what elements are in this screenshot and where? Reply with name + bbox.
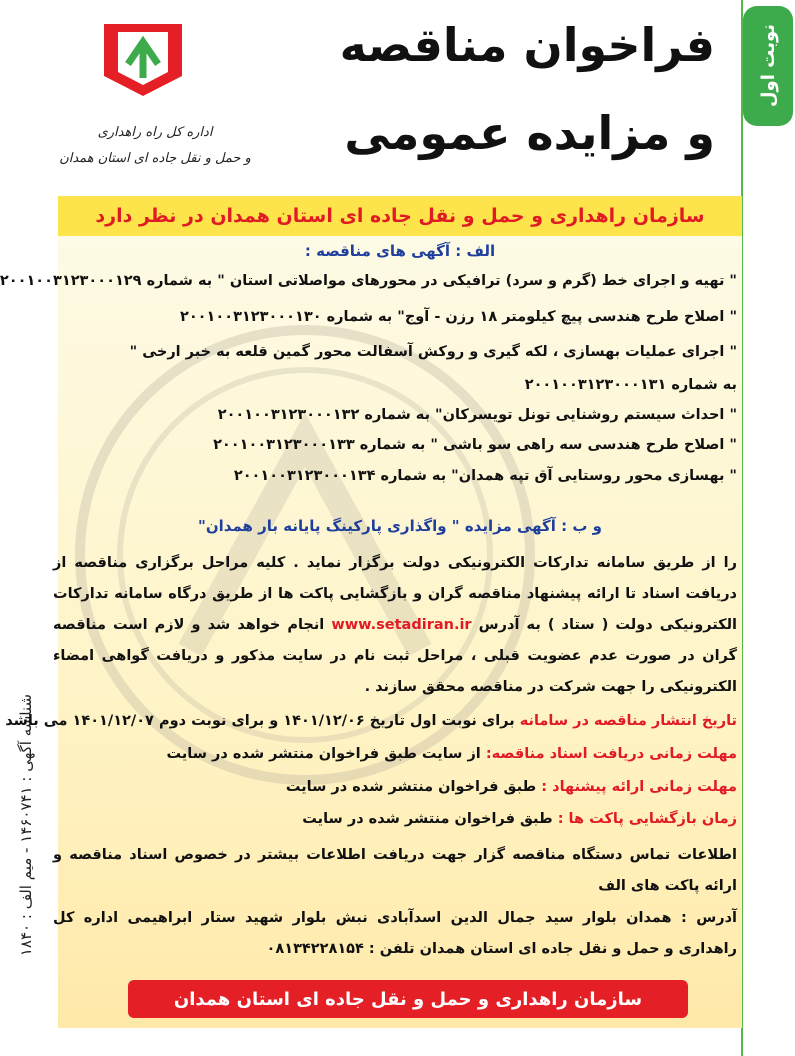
subtitle-text: سازمان راهداری و حمل و نقل جاده ای استان همدان در نظر دارد (95, 205, 705, 227)
setadiran-link[interactable]: www.setadiran.ir (331, 617, 472, 633)
opening-time-label: زمان بازگشایی پاکت ها : (557, 811, 737, 827)
section-a-title: الف : آگهی های مناقصه : (304, 242, 496, 260)
ad-identifier (2, 640, 50, 1010)
address-info: آدرس : همدان بلوار سید جمال الدین اسدآبادی نبش بلوار شهید ستار ابراهیمی اداره کل راهداری و حمل و نقل جاده ای استان همدان تلفن : ۰۸۱۳۴۲۲۸۱۵۴ (53, 910, 737, 957)
organization-line-2: و حمل و نقل جاده ای استان همدان (59, 151, 251, 166)
tender-item: " تهیه و اجرای خط (گرم و سرد) ترافیکی در محورهای مواصلاتی استان " به شماره ۲۰۰۱۰۰۳۱۲۳۰۰۰۱۲۹ (0, 273, 737, 289)
document-deadline-line (53, 746, 737, 762)
procedure-text-1: را از طریق سامانه تدارکات الکترونیکی دولت برگزار نماید . کلیه مراحل برگزاری مناقصه از دریافت اسناد تا ارائه پیشنهاد مناقصه گران و بازگشایی پاکت ها از طریق درگاه سامانه تدارکات الکترونیکی دولت ( ستاد ) به آدرس (53, 555, 737, 633)
footer-bar (128, 980, 688, 1018)
round-badge (743, 6, 793, 126)
opening-time-line (53, 811, 737, 827)
tender-item: " احداث سیستم روشنایی تونل تویسرکان" به شماره ۲۰۰۱۰۰۳۱۲۳۰۰۰۱۳۲ (217, 407, 737, 423)
opening-time-text: طبق فراخوان منتشر شده در سایت (302, 811, 553, 827)
ad-identifier-text: شناسه آگهی : ۱۴۶۰۷۴۱ - میم الف : ۱۸۴۰ (17, 693, 35, 957)
side-strip (741, 0, 795, 1056)
contact-info: اطلاعات تماس دستگاه مناقصه گزار جهت دریافت اطلاعات بیشتر در خصوص اسناد مناقصه و ارائه پاکت های الف (53, 847, 737, 894)
tender-item: " اصلاح طرح هندسی پیچ کیلومتر ۱۸ رزن - آوج" به شماره ۲۰۰۱۰۰۳۱۲۳۰۰۰۱۳۰ (179, 309, 737, 325)
procedure-text-2: انجام خواهد شد و لازم است مناقصه گران در صورت عدم عضویت قبلی ، مراحل ثبت نام در سایت مذکور و دریافت گواهی امضاء الکترونیکی را جهت شرکت در مناقصه محقق سازند . (53, 617, 737, 695)
publish-date-line (5, 713, 737, 729)
footer-text: سازمان راهداری و حمل و نقل جاده ای استان همدان (173, 988, 643, 1010)
publish-date-text: برای نوبت اول تاریخ ۱۴۰۱/۱۲/۰۶ و برای نوبت دوم ۱۴۰۱/۱۲/۰۷ می باشد (5, 713, 515, 729)
document-deadline-text: از سایت طبق فراخوان منتشر شده در سایت (166, 746, 481, 762)
page-title-line-2: و مزایده عمومی (344, 106, 715, 160)
procedure-paragraph (53, 548, 737, 703)
publish-date-label: تاریخ انتشار مناقصه در سامانه (519, 713, 737, 729)
organization-name (55, 120, 255, 172)
tender-item: " اجرای عملیات بهسازی ، لکه گیری و روکش آسفالت محور گمین قلعه به خبر ارخی " (129, 344, 737, 360)
offer-deadline-line (53, 779, 737, 795)
offer-deadline-label: مهلت زمانی ارائه پیشنهاد : (541, 779, 737, 795)
tender-item: به شماره ۲۰۰۱۰۰۳۱۲۳۰۰۰۱۳۱ (524, 377, 737, 393)
tender-item: " بهسازی محور روستایی آق تپه همدان" به شماره ۲۰۰۱۰۰۳۱۲۳۰۰۰۱۳۴ (233, 468, 737, 484)
section-b-title: و ب : آگهی مزایده " واگذاری پارکینگ پایانه بار همدان" (198, 517, 602, 535)
offer-deadline-text: طبق فراخوان منتشر شده در سایت (285, 779, 537, 795)
organization-logo-icon (100, 20, 186, 98)
document-deadline-label: مهلت زمانی دریافت اسناد مناقصه: (485, 746, 737, 762)
subtitle-bar (58, 196, 742, 236)
organization-line-1: اداره کل راه راهداری (97, 125, 213, 140)
tender-item: " اصلاح طرح هندسی سه راهی سو باشی " به شماره ۲۰۰۱۰۰۳۱۲۳۰۰۰۱۳۳ (213, 437, 737, 453)
round-label: نوبت اول (757, 24, 779, 108)
page-title-line-1: فراخوان مناقصه (339, 18, 715, 72)
